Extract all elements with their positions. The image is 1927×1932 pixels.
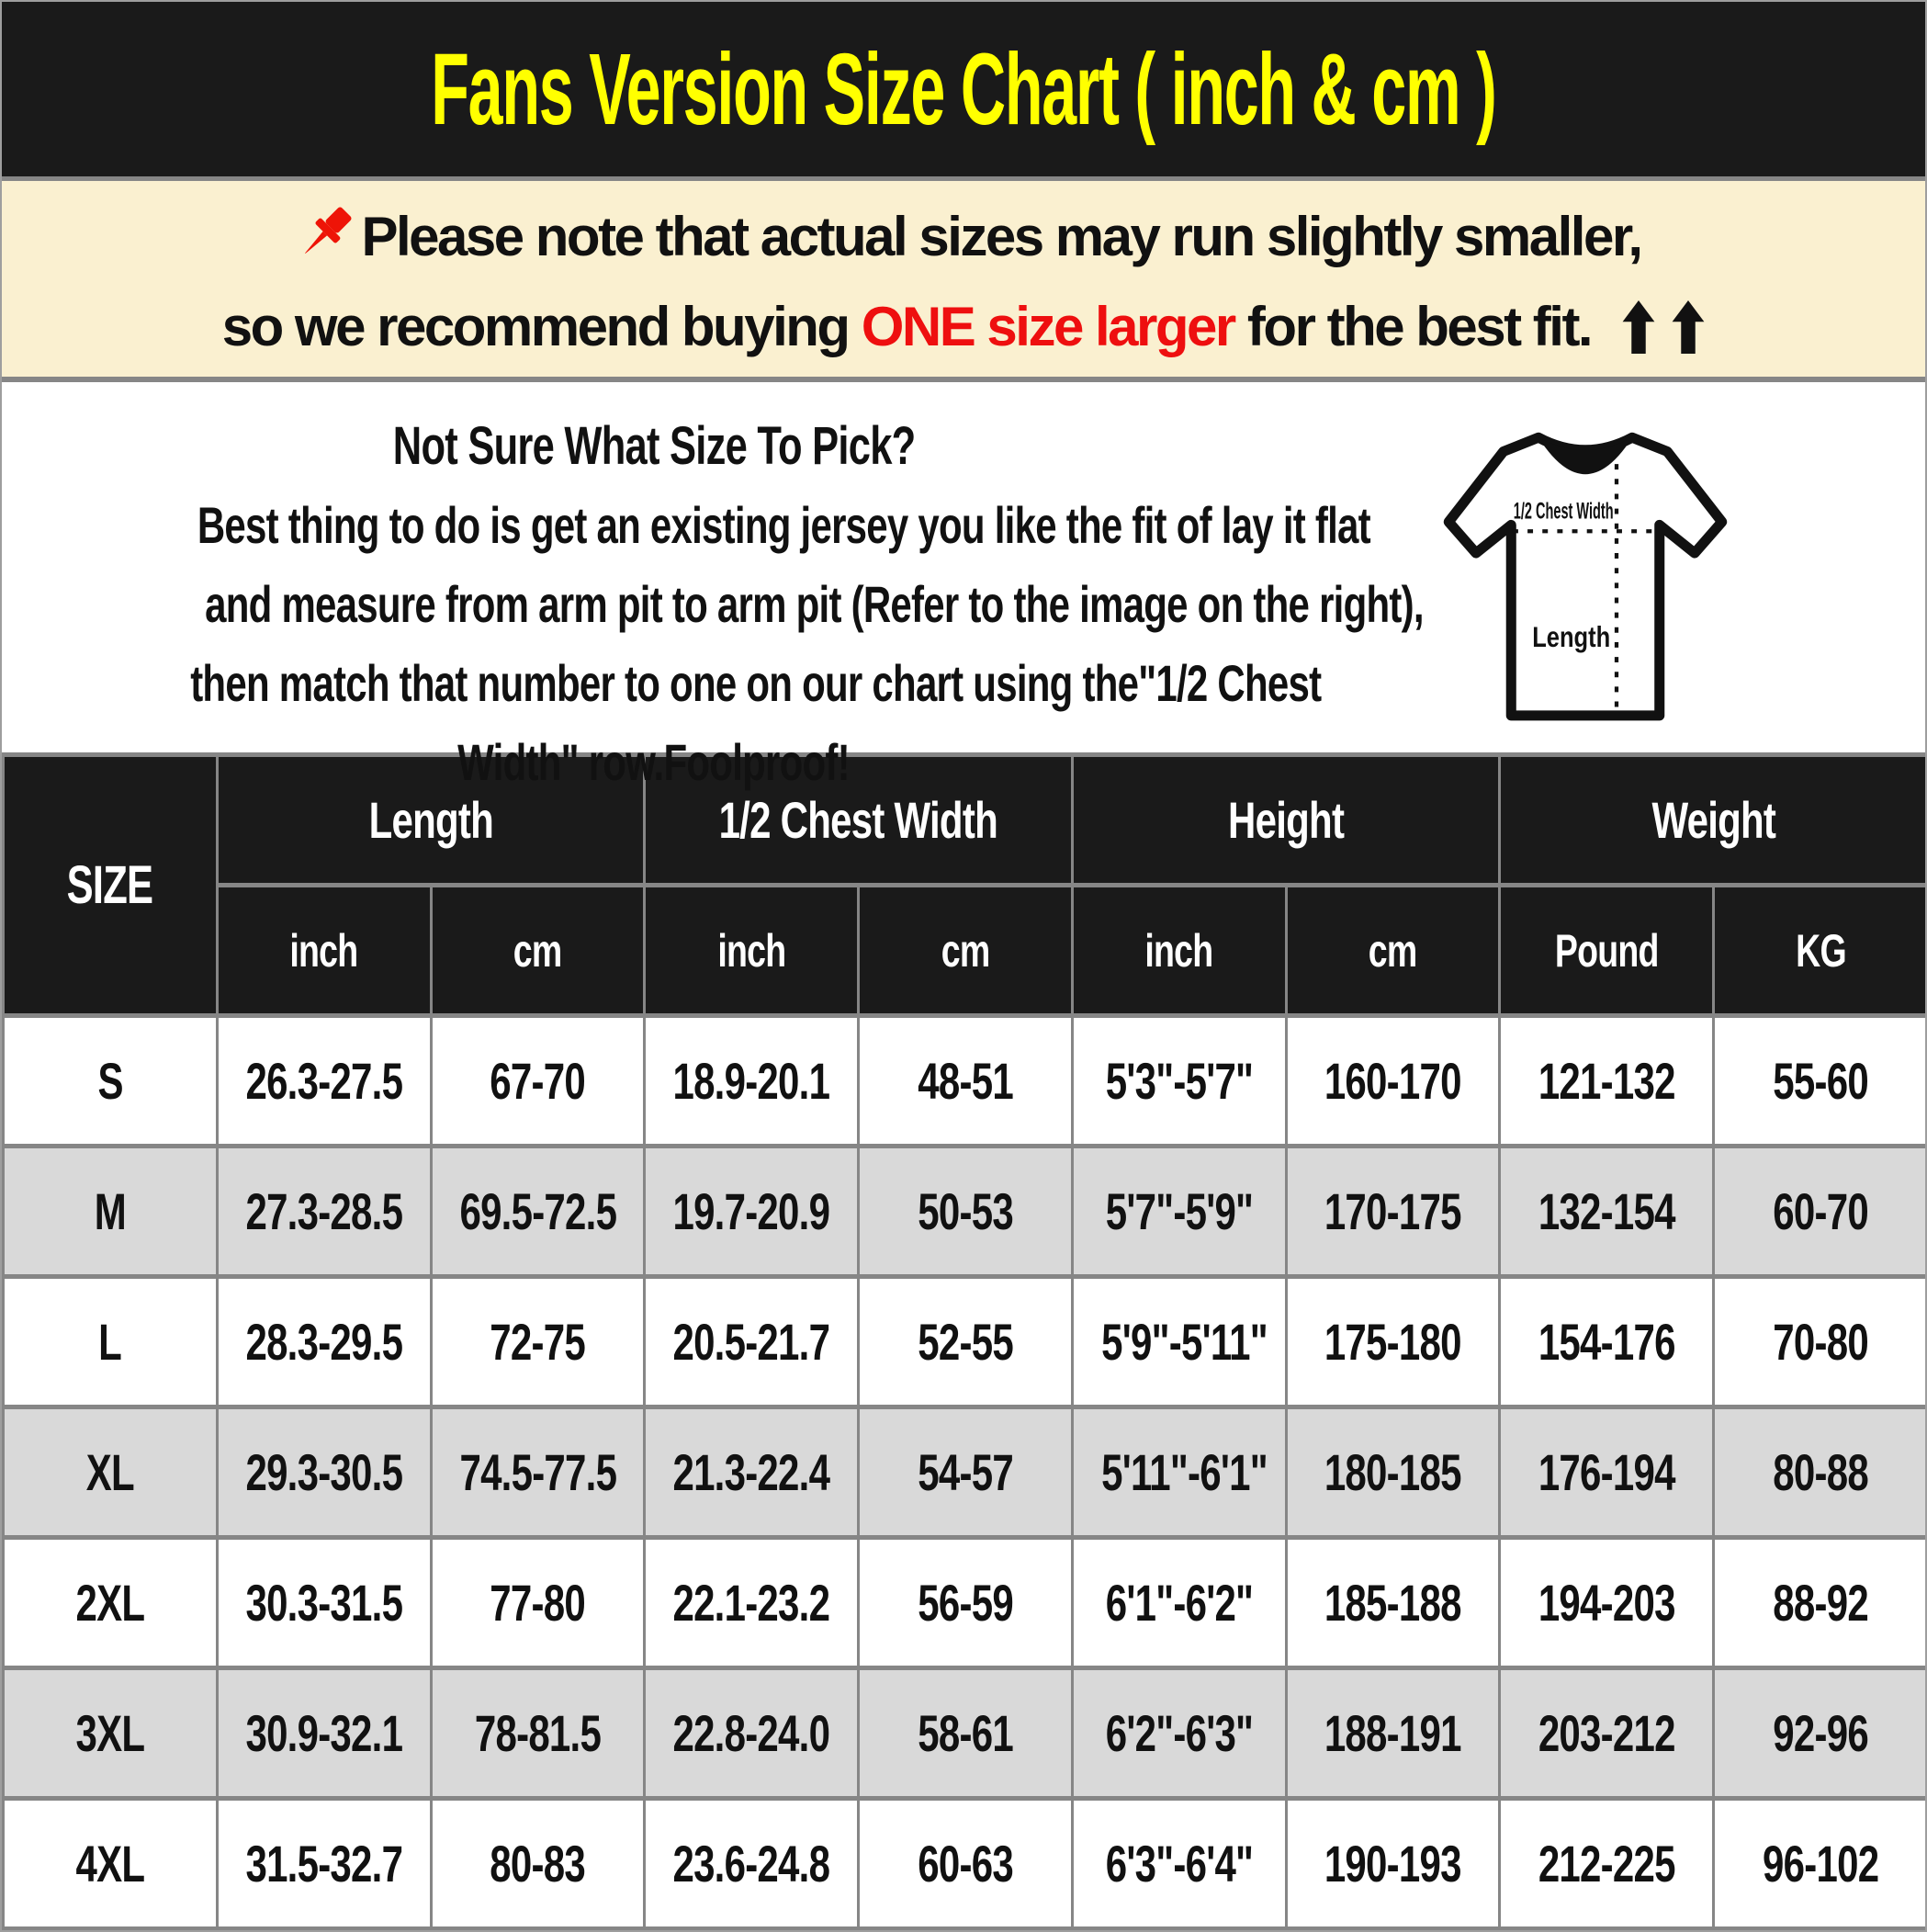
sub-header: inch bbox=[217, 886, 431, 1016]
size-label: L bbox=[98, 1313, 122, 1371]
page-title: Fans Version Size Chart ( inch & cm ) bbox=[431, 32, 1496, 146]
cell-value: 154-176 bbox=[1538, 1313, 1675, 1371]
value-cell bbox=[1714, 1016, 1927, 1147]
table-row bbox=[4, 1147, 1927, 1277]
cell-value: 28.3-29.5 bbox=[245, 1313, 402, 1371]
cell-value: 60-70 bbox=[1773, 1182, 1868, 1240]
value-cell bbox=[431, 1147, 645, 1277]
size-cell bbox=[4, 1538, 218, 1668]
notice-line-1 bbox=[286, 199, 1640, 273]
guide-heading: Not Sure What Size To Pick? bbox=[392, 416, 916, 476]
cell-value: 69.5-72.5 bbox=[459, 1182, 616, 1240]
value-cell bbox=[1500, 1538, 1714, 1668]
value-cell bbox=[1286, 1407, 1500, 1538]
value-cell bbox=[645, 1277, 859, 1407]
notice-band bbox=[2, 181, 1925, 382]
value-cell bbox=[217, 1538, 431, 1668]
value-cell bbox=[1286, 1668, 1500, 1799]
cell-value: 58-61 bbox=[918, 1704, 1013, 1762]
sub-header: Pound bbox=[1500, 886, 1714, 1016]
value-cell bbox=[1072, 1147, 1286, 1277]
value-cell bbox=[645, 1799, 859, 1929]
value-cell bbox=[217, 1407, 431, 1538]
cell-value: 31.5-32.7 bbox=[245, 1835, 402, 1892]
cell-value: 5'7"-5'9" bbox=[1105, 1182, 1253, 1240]
value-cell bbox=[645, 1407, 859, 1538]
size-cell bbox=[4, 1668, 218, 1799]
up-arrows bbox=[1622, 300, 1705, 354]
cell-value: 60-63 bbox=[918, 1835, 1013, 1892]
cell-value: 48-51 bbox=[918, 1052, 1013, 1110]
value-cell bbox=[1072, 1799, 1286, 1929]
cell-value: 6'1"-6'2" bbox=[1105, 1574, 1253, 1632]
value-cell bbox=[645, 1668, 859, 1799]
value-cell bbox=[645, 1147, 859, 1277]
group-header-height: Height bbox=[1072, 755, 1500, 886]
size-table bbox=[2, 752, 1927, 1931]
cell-value: 18.9-20.1 bbox=[672, 1052, 830, 1110]
cell-value: 160-170 bbox=[1324, 1052, 1461, 1110]
value-cell bbox=[217, 1799, 431, 1929]
notice-text-1: Please note that actual sizes may run slightly smaller, bbox=[361, 205, 1641, 267]
cell-value: 19.7-20.9 bbox=[672, 1182, 830, 1240]
sub-header: inch bbox=[645, 886, 859, 1016]
cell-value: 6'2"-6'3" bbox=[1105, 1704, 1253, 1762]
cell-value: 180-185 bbox=[1324, 1443, 1461, 1501]
value-cell bbox=[1714, 1277, 1927, 1407]
table-row bbox=[4, 1277, 1927, 1407]
notice-line-2 bbox=[222, 295, 1706, 358]
value-cell bbox=[645, 1016, 859, 1147]
guide-heading-line bbox=[2, 413, 1306, 492]
guide-line-text: and measure from arm pit to arm pit (Refer to the image on the right), bbox=[205, 575, 1424, 633]
value-cell bbox=[1286, 1147, 1500, 1277]
guide-line bbox=[2, 492, 1370, 571]
tshirt-outline bbox=[1448, 437, 1722, 716]
cell-value: 72-75 bbox=[490, 1313, 586, 1371]
guide-line bbox=[2, 729, 1306, 808]
value-cell bbox=[1072, 1016, 1286, 1147]
value-cell bbox=[1500, 1147, 1714, 1277]
diagram-length-label: Length bbox=[1532, 621, 1611, 654]
notice-text-2a: so we recommend buying bbox=[221, 296, 862, 357]
size-cell bbox=[4, 1016, 218, 1147]
cell-value: 80-83 bbox=[490, 1835, 586, 1892]
cell-value: 20.5-21.7 bbox=[672, 1313, 830, 1371]
value-cell bbox=[1500, 1799, 1714, 1929]
table-row bbox=[4, 1668, 1927, 1799]
guide-line-text: Width" row.Foolproof! bbox=[457, 733, 851, 791]
cell-value: 5'3"-5'7" bbox=[1105, 1052, 1253, 1110]
cell-value: 67-70 bbox=[490, 1052, 586, 1110]
value-cell bbox=[859, 1668, 1073, 1799]
cell-value: 21.3-22.4 bbox=[672, 1443, 830, 1501]
up-arrow-icon bbox=[1672, 300, 1705, 354]
value-cell bbox=[1714, 1799, 1927, 1929]
cell-value: 70-80 bbox=[1773, 1313, 1868, 1371]
cell-value: 55-60 bbox=[1773, 1052, 1868, 1110]
cell-value: 52-55 bbox=[918, 1313, 1013, 1371]
value-cell bbox=[1714, 1668, 1927, 1799]
value-cell bbox=[859, 1407, 1073, 1538]
value-cell bbox=[1286, 1799, 1500, 1929]
size-column-header: SIZE bbox=[4, 755, 218, 1016]
cell-value: 77-80 bbox=[490, 1574, 586, 1632]
value-cell bbox=[1072, 1538, 1286, 1668]
cell-value: 190-193 bbox=[1324, 1835, 1461, 1892]
value-cell bbox=[217, 1147, 431, 1277]
size-label: XL bbox=[85, 1443, 134, 1501]
up-arrow-icon bbox=[1622, 300, 1655, 354]
group-header-length: Length bbox=[217, 755, 645, 886]
cell-value: 203-212 bbox=[1538, 1704, 1675, 1762]
value-cell bbox=[431, 1407, 645, 1538]
value-cell bbox=[217, 1668, 431, 1799]
cell-value: 170-175 bbox=[1324, 1182, 1461, 1240]
value-cell bbox=[859, 1277, 1073, 1407]
cell-value: 176-194 bbox=[1538, 1443, 1675, 1501]
sub-header: cm bbox=[859, 886, 1073, 1016]
cell-value: 194-203 bbox=[1538, 1574, 1675, 1632]
tshirt-diagram bbox=[1429, 406, 1741, 742]
pushpin-icon bbox=[286, 199, 359, 273]
value-cell bbox=[1500, 1668, 1714, 1799]
guide-line-text: then match that number to one on our chart using the"1/2 Chest bbox=[190, 654, 1322, 712]
table-row bbox=[4, 1407, 1927, 1538]
value-cell bbox=[859, 1799, 1073, 1929]
cell-value: 212-225 bbox=[1538, 1835, 1675, 1892]
value-cell bbox=[1072, 1407, 1286, 1538]
cell-value: 175-180 bbox=[1324, 1313, 1461, 1371]
cell-value: 185-188 bbox=[1324, 1574, 1461, 1632]
size-cell bbox=[4, 1277, 218, 1407]
cell-value: 5'9"-5'11" bbox=[1100, 1313, 1268, 1371]
cell-value: 22.1-23.2 bbox=[672, 1574, 830, 1632]
cell-value: 30.9-32.1 bbox=[245, 1704, 402, 1762]
notice-text-2b: for the best fit. bbox=[1234, 296, 1605, 357]
cell-value: 54-57 bbox=[918, 1443, 1013, 1501]
sub-header: cm bbox=[1286, 886, 1500, 1016]
size-cell bbox=[4, 1407, 218, 1538]
guide-section bbox=[2, 382, 1925, 791]
sub-header: inch bbox=[1072, 886, 1286, 1016]
value-cell bbox=[431, 1799, 645, 1929]
cell-value: 23.6-24.8 bbox=[672, 1835, 830, 1892]
value-cell bbox=[859, 1538, 1073, 1668]
value-cell bbox=[431, 1538, 645, 1668]
cell-value: 27.3-28.5 bbox=[245, 1182, 402, 1240]
table-row bbox=[4, 1016, 1927, 1147]
group-header-weight: Weight bbox=[1500, 755, 1927, 886]
title-bar bbox=[2, 2, 1925, 181]
cell-value: 26.3-27.5 bbox=[245, 1052, 402, 1110]
cell-value: 188-191 bbox=[1324, 1704, 1461, 1762]
value-cell bbox=[859, 1016, 1073, 1147]
guide-text bbox=[2, 413, 1424, 808]
cell-value: 6'3"-6'4" bbox=[1105, 1835, 1253, 1892]
guide-line-text: Best thing to do is get an existing jersey you like the fit of lay it flat bbox=[197, 496, 1370, 554]
value-cell bbox=[1500, 1407, 1714, 1538]
value-cell bbox=[431, 1668, 645, 1799]
cell-value: 50-53 bbox=[918, 1182, 1013, 1240]
value-cell bbox=[1072, 1668, 1286, 1799]
value-cell bbox=[1286, 1538, 1500, 1668]
size-label: 3XL bbox=[75, 1704, 145, 1762]
value-cell bbox=[1714, 1407, 1927, 1538]
size-label: M bbox=[94, 1182, 126, 1240]
guide-line bbox=[2, 571, 1424, 650]
group-header-chest: 1/2 Chest Width bbox=[645, 755, 1073, 886]
cell-value: 92-96 bbox=[1773, 1704, 1868, 1762]
size-label: 2XL bbox=[75, 1574, 145, 1632]
size-label: S bbox=[97, 1052, 123, 1110]
guide-line bbox=[2, 650, 1322, 729]
cell-value: 132-154 bbox=[1538, 1182, 1675, 1240]
size-cell bbox=[4, 1147, 218, 1277]
value-cell bbox=[1286, 1277, 1500, 1407]
cell-value: 88-92 bbox=[1773, 1574, 1868, 1632]
sub-header: KG bbox=[1714, 886, 1927, 1016]
cell-value: 74.5-77.5 bbox=[459, 1443, 616, 1501]
table-row bbox=[4, 1538, 1927, 1668]
table-row bbox=[4, 1799, 1927, 1929]
cell-value: 121-132 bbox=[1538, 1052, 1675, 1110]
cell-value: 78-81.5 bbox=[474, 1704, 601, 1762]
value-cell bbox=[859, 1147, 1073, 1277]
table-body bbox=[4, 1016, 1927, 1929]
size-cell bbox=[4, 1799, 218, 1929]
sub-header: cm bbox=[431, 886, 645, 1016]
cell-value: 5'11"-6'1" bbox=[1100, 1443, 1268, 1501]
sub-header-row bbox=[4, 886, 1927, 1016]
notice-highlight: ONE size larger bbox=[861, 296, 1234, 357]
value-cell bbox=[1500, 1016, 1714, 1147]
cell-value: 80-88 bbox=[1773, 1443, 1868, 1501]
value-cell bbox=[431, 1277, 645, 1407]
cell-value: 30.3-31.5 bbox=[245, 1574, 402, 1632]
size-label: 4XL bbox=[75, 1835, 145, 1892]
value-cell bbox=[1500, 1277, 1714, 1407]
value-cell bbox=[431, 1016, 645, 1147]
cell-value: 56-59 bbox=[918, 1574, 1013, 1632]
value-cell bbox=[217, 1016, 431, 1147]
cell-value: 96-102 bbox=[1762, 1835, 1879, 1892]
value-cell bbox=[1714, 1147, 1927, 1277]
value-cell bbox=[1072, 1277, 1286, 1407]
diagram-chest-label: 1/2 Chest Width bbox=[1513, 499, 1614, 525]
value-cell bbox=[1714, 1538, 1927, 1668]
cell-value: 22.8-24.0 bbox=[672, 1704, 830, 1762]
value-cell bbox=[1286, 1016, 1500, 1147]
value-cell bbox=[645, 1538, 859, 1668]
value-cell bbox=[217, 1277, 431, 1407]
cell-value: 29.3-30.5 bbox=[245, 1443, 402, 1501]
